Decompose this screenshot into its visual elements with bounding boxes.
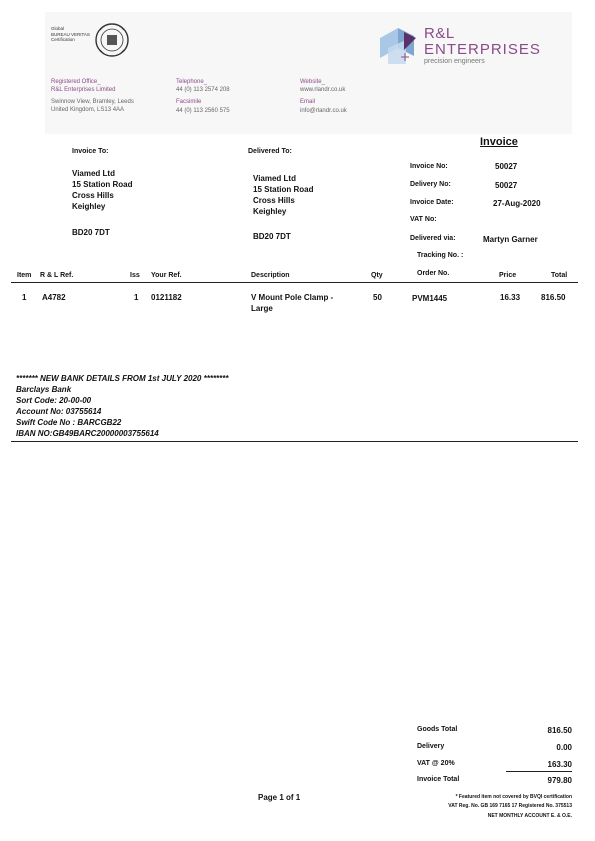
bank-details-rule [11,441,578,442]
col-header-description: Description [251,272,290,279]
delivery-label: Delivery [417,743,445,750]
delivered-to-line-3: Cross Hills [253,196,295,205]
tracking-no-label: Tracking No. : [417,252,464,259]
row-1-order-no: PVM1445 [412,294,448,303]
delivery-value: 0.00 [556,743,572,752]
invoice-to-line-1: Viamed Ltd [72,169,115,178]
website-value[interactable]: www.rlandr.co.uk [300,87,346,93]
footer-note-vat-reg: VAT Reg. No. GB 169 7165 17 Registered No. 375513 [448,803,572,809]
invoice-title: Invoice [480,136,518,148]
website-label: Website_ [300,79,325,85]
delivered-to-address [253,173,313,217]
bank-sort-code: Sort Code: 20-00-00 [16,396,92,405]
invoice-date-value: 27-Aug-2020 [493,199,541,208]
row-1-description-line-2: Large [251,304,273,313]
bank-swift-code: Swift Code No : BARCGB22 [16,418,122,427]
invoice-no-value: 50027 [495,162,518,171]
email-value[interactable]: info@rlandr.co.uk [300,108,347,114]
delivered-via-value: Martyn Garner [483,235,538,244]
delivered-to-postcode: BD20 7DT [253,232,291,241]
invoice-date-label: Invoice Date: [410,199,454,206]
col-header-iss: Iss [130,272,140,279]
invoice-to-line-3: Cross Hills [72,191,114,200]
registered-office-address-1: Swinnow View, Bramley, Leeds [51,99,134,105]
row-1-description-line-1: V Mount Pole Clamp - [251,293,334,302]
vat-value: 163.30 [547,760,572,769]
cert-line-1: Global [51,26,65,31]
col-header-total: Total [551,272,568,279]
cert-line-3: Certification [51,37,75,42]
vat-no-label: VAT No: [410,216,437,223]
delivery-no-label: Delivery No: [410,181,451,188]
goods-total-value: 816.50 [547,726,572,735]
invoice-to-line-4: Keighley [72,202,106,211]
certification-logo-icon [94,22,130,58]
invoice-total-label: Invoice Total [417,776,460,783]
row-1-ref: A4782 [42,293,66,302]
col-header-your-ref: Your Ref. [151,272,182,279]
cert-line-2: BUREAU VERITAS [51,31,90,37]
totals-rule [506,771,572,772]
col-header-ref: R & L Ref. [40,272,74,279]
bank-name: Barclays Bank [16,385,72,394]
bank-account-no: Account No: 03755614 [16,407,102,416]
company-tagline: precision engineers [424,58,485,65]
registered-office-company: R&L Enterprises Limited [51,87,116,93]
table-header-rule [11,282,578,283]
invoice-no-label: Invoice No: [410,163,448,170]
invoice-to-label: Invoice To: [72,148,109,155]
row-1-price: 16.33 [500,293,521,302]
telephone-label: Telephone_ [176,79,208,85]
invoice-to-line-2: 15 Station Road [72,180,133,189]
delivered-to-line-1: Viamed Ltd [253,174,296,183]
vat-label: VAT @ 20% [417,760,455,767]
registered-office-address-2: United Kingdom, LS13 4AA [51,107,125,113]
invoice-to-address [72,168,132,212]
page-number: Page 1 of 1 [258,793,301,802]
delivery-no-value: 50027 [495,181,518,190]
delivered-via-label: Delivered via: [410,235,456,242]
invoice-total-value: 979.80 [547,776,572,785]
footer-note-terms: NET MONTHLY ACCOUNT E. & O.E. [487,813,572,819]
bank-details [16,373,229,439]
facsimile-value: 44 (0) 113 2560 575 [176,108,230,114]
row-1-your-ref: 0121182 [151,293,182,302]
company-name-line-1: R&L [424,25,455,42]
certification-block [51,26,93,43]
company-logo-icon [378,26,418,66]
delivered-to-line-2: 15 Station Road [253,185,314,194]
registered-office-label: Registered Office_ [51,79,101,85]
row-1-iss: 1 [134,293,139,302]
col-header-price: Price [499,272,517,279]
company-name-line-2: ENTERPRISES [424,41,541,58]
delivered-to-line-4: Keighley [253,207,287,216]
bank-heading: ******* NEW BANK DETAILS FROM 1st JULY 2020 ******** [16,374,229,383]
goods-total-label: Goods Total [417,726,458,733]
row-1-qty: 50 [373,293,382,302]
row-1-total: 816.50 [541,293,566,302]
facsimile-label: Facsimile [176,99,202,105]
telephone-value: 44 (0) 113 2574 208 [176,87,230,93]
col-header-qty: Qty [371,272,383,279]
row-1-item: 1 [22,293,27,302]
footer-note-certification: * Featured item not covered by BVQI certification [455,794,572,800]
col-header-item: Item [17,272,32,279]
col-header-order-no: Order No. [417,270,450,277]
bank-iban: IBAN NO:GB49BARC20000003755614 [16,429,159,438]
delivered-to-label: Delivered To: [248,148,292,155]
email-label: Email [300,99,316,105]
invoice-to-postcode: BD20 7DT [72,228,110,237]
